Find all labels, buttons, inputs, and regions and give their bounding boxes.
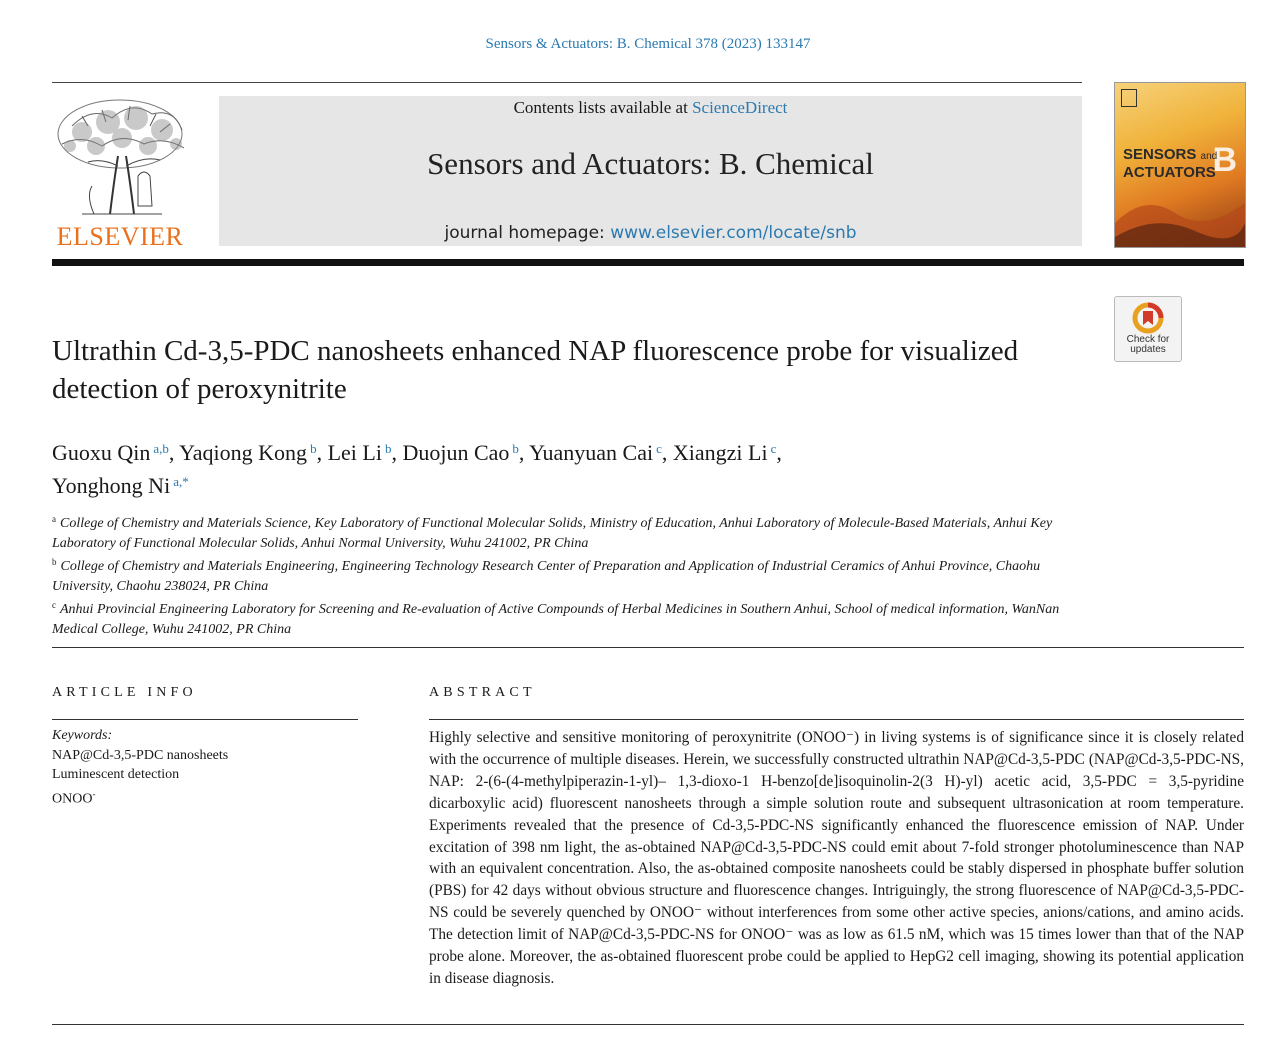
affiliation-item xyxy=(52,553,1092,596)
cover-letter: B xyxy=(1212,141,1237,179)
article-title: Ultrathin Cd-3,5-PDC nanosheets enhanced NAP fluorescence probe for visualized detection of peroxynitrite xyxy=(52,335,1019,405)
journal-cover-thumbnail[interactable] xyxy=(1114,82,1246,248)
affiliations xyxy=(52,510,1092,640)
section-divider xyxy=(52,647,1244,648)
author-separator: , xyxy=(661,440,673,465)
homepage-line xyxy=(219,223,1082,243)
author-name[interactable]: Xiangzi Li xyxy=(672,440,768,465)
elsevier-wordmark[interactable]: ELSEVIER xyxy=(56,222,184,251)
keywords-label: Keywords: xyxy=(52,728,113,743)
affiliation-mark: c xyxy=(52,600,56,611)
cover-title xyxy=(1123,147,1217,181)
affiliation-mark: a xyxy=(52,514,56,524)
author-affiliation-mark[interactable]: a,b xyxy=(153,441,169,456)
affiliation-item xyxy=(52,596,1092,639)
abstract-divider xyxy=(429,719,1244,720)
abstract-heading: ABSTRACT xyxy=(429,685,536,700)
affiliation-text: College of Chemistry and Materials Engineering, Engineering Technology Research Center of Preparation and Application of Industrial Ceramics of Anhui Province, Chaohu University, Chaohu 238024, PR China xyxy=(52,559,1041,594)
affiliation-item xyxy=(52,510,1092,553)
cover-elsevier-mark-icon xyxy=(1121,89,1137,107)
affiliation-mark: b xyxy=(52,557,57,568)
cover-title-and: and xyxy=(1200,151,1218,162)
bookmark-ring-icon xyxy=(1132,302,1164,334)
author-affiliation-mark[interactable]: b xyxy=(512,441,519,456)
sciencedirect-link[interactable]: ScienceDirect xyxy=(692,98,788,117)
check-for-updates-badge[interactable] xyxy=(1114,296,1182,362)
contents-prefix: Contents lists available at xyxy=(513,98,693,117)
author-affiliation-mark[interactable]: b xyxy=(310,441,317,456)
author-affiliation-mark[interactable]: c xyxy=(770,441,777,456)
tree-icon xyxy=(52,96,192,221)
cover-artwork-icon xyxy=(1115,183,1245,247)
cover-title-line1: SENSORS xyxy=(1123,146,1197,163)
homepage-link[interactable]: www.elsevier.com/locate/snb xyxy=(610,223,857,243)
author-affiliation-mark[interactable]: a,* xyxy=(173,474,189,489)
keyword-item[interactable] xyxy=(52,785,352,809)
author-name[interactable]: Duojun Cao xyxy=(402,440,510,465)
article-info-heading: ARTICLE INFO xyxy=(52,685,197,700)
top-divider xyxy=(52,82,1082,83)
keywords-block xyxy=(52,726,352,809)
journal-citation[interactable]: Sensors & Actuators: B. Chemical 378 (2023) 133147 xyxy=(485,36,811,52)
abstract-text: Highly selective and sensitive monitoring of peroxynitrite (ONOO⁻) in living systems is of significance since it is closely related with the occurrence of multiple diseases. Herein, we successfully constructed ultrathin NAP@Cd-3,5-PDC (NAP@Cd-3,5-PDC-NS, NAP: 2-(6-(4-methylpiperazin-1-yl)– 1,3-dioxo-1 H-benzo[de]isoquinolin-2(3 H)-yl) acetic acid, 3,5-PDC = 3,5-pyridine dicarboxylic acid) fluorescent nanosheets through a simple solution route and subsequent ultrasonication at room temperature. Experiments revealed that the presence of Cd-3,5-PDC-NS significantly enhanced the fluorescence emission of NAP. Under excitation of 398 nm light, the as-obtained NAP@Cd-3,5-PDC-NS could emit about 7-fold stronger photoluminescence than NAP with an equivalent concentration. Also, the as-obtained composite nanosheets could be stably dispersed in phosphate buffer solution (PBS) for 42 days without obvious structure and fluorescence changes. Intriguingly, the strong fluorescence of NAP@Cd-3,5-PDC-NS could be severely quenched by ONOO⁻ without interferences from some other active species, anions/cations, and amino acids. The detection limit of NAP@Cd-3,5-PDC-NS for ONOO⁻ was as low as 61.5 nM, which was 15 times lower than that of the NAP probe alone. Moreover, the as-obtained fluorescent probe could be applied to HepG2 cell imaging, showing its potential application in disease diagnosis. xyxy=(429,729,1244,987)
author-name[interactable]: Lei Li xyxy=(327,440,382,465)
author-name[interactable]: Yaqiong Kong xyxy=(179,440,308,465)
badge-line2: updates xyxy=(1130,344,1166,355)
keyword-text[interactable]: ONOO xyxy=(52,791,93,807)
author-separator: , xyxy=(391,440,403,465)
author-affiliation-mark[interactable]: c xyxy=(656,441,662,456)
affiliation-text: Anhui Provincial Engineering Laboratory for Screening and Re-evaluation of Active Compounds of Herbal Medicines in Southern Anhui, School of medical information, WanNan Medical College, Wuhu 241002, PR China xyxy=(52,602,1060,637)
badge-line1: Check for xyxy=(1126,334,1170,345)
journal-title: Sensors and Actuators: B. Chemical xyxy=(427,146,874,181)
keyword-item[interactable]: NAP@Cd-3,5-PDC nanosheets xyxy=(52,747,229,763)
header-thick-divider xyxy=(52,259,1244,266)
author-separator: , xyxy=(518,440,530,465)
author-name[interactable]: Yonghong Ni xyxy=(52,473,171,498)
author-name[interactable]: Yuanyuan Cai xyxy=(529,440,654,465)
keyword-item[interactable]: Luminescent detection xyxy=(52,767,180,783)
author-separator: , xyxy=(776,440,782,465)
author-separator: , xyxy=(168,440,180,465)
bottom-divider xyxy=(52,1024,1244,1025)
superscript-minus: - xyxy=(92,788,96,799)
contents-line xyxy=(219,98,1082,118)
author-separator: , xyxy=(316,440,328,465)
homepage-prefix: journal homepage: xyxy=(444,223,611,243)
check-for-updates-text xyxy=(1115,335,1181,355)
article-info-divider xyxy=(52,719,358,720)
affiliation-text: College of Chemistry and Materials Science, Key Laboratory of Functional Molecular Solids, Ministry of Education, Anhui Laboratory of Molecule-Based Materials, Anhui Key Laboratory of Functional Molecular Solids, Anhui Normal University, Wuhu 241002, PR China xyxy=(52,516,1053,551)
author-list xyxy=(52,434,1092,500)
author-affiliation-mark[interactable]: b xyxy=(384,441,392,456)
cover-title-line2: ACTUATORS xyxy=(1123,164,1216,181)
author-name[interactable]: Guoxu Qin xyxy=(52,440,151,465)
